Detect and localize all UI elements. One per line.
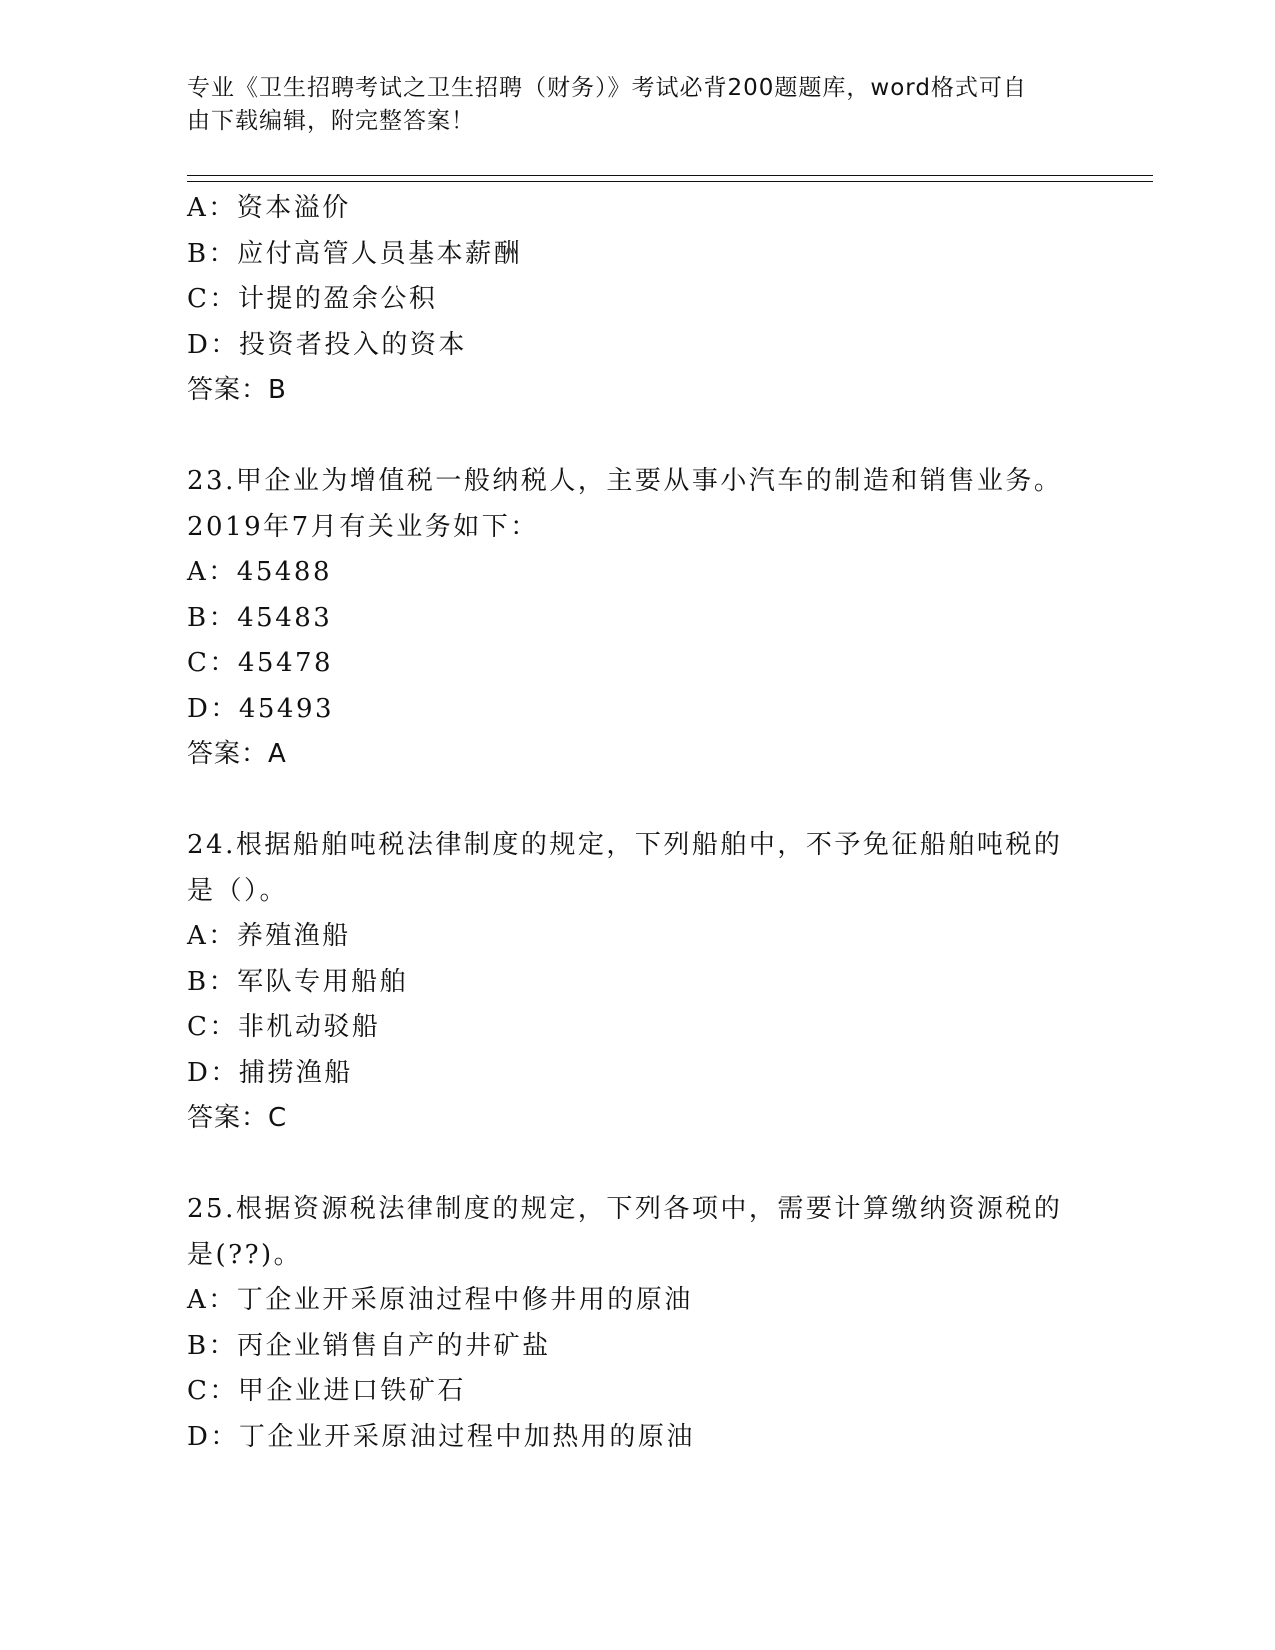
answer: 答案：B: [187, 375, 287, 405]
option-d: D：投资者投入的资本: [187, 329, 467, 360]
header-line-2: 由下载编辑，附完整答案！: [187, 108, 475, 134]
question-text-line: 25.根据资源税法律制度的规定，下列各项中，需要计算缴纳资源税的: [187, 1194, 1063, 1224]
question-text-line: 2019年7月有关业务如下：: [187, 511, 539, 542]
question-text-line: 23.甲企业为增值税一般纳税人，主要从事小汽车的制造和销售业务。: [187, 466, 1063, 496]
option-a: A：丁企业开采原油过程中修井用的原油: [187, 1285, 693, 1315]
question-text-line: 是(??)。: [187, 1239, 303, 1270]
option-a: A：养殖渔船: [187, 921, 351, 951]
question-text-line: 24.根据船舶吨税法律制度的规定，下列船舶中，不予免征船舶吨税的: [187, 830, 1063, 860]
option-b: B：应付高管人员基本薪酬: [187, 238, 523, 269]
question-23: [187, 459, 1087, 778]
option-b: B：丙企业销售自产的井矿盐: [187, 1330, 551, 1361]
option-b: B：军队专用船舶: [187, 966, 409, 997]
option-d: D：捕捞渔船: [187, 1057, 353, 1088]
header-divider-top: [187, 175, 1153, 176]
option-a: A：45488: [187, 557, 332, 587]
question-22-options: [187, 186, 1087, 414]
question-text-line: 是（）。: [187, 875, 289, 906]
option-c: C：非机动驳船: [187, 1012, 381, 1042]
answer: 答案：C: [187, 1103, 288, 1133]
question-25: [187, 1187, 1087, 1460]
document-header: [187, 72, 1067, 138]
option-a: A：资本溢价: [187, 193, 351, 223]
question-list: [187, 186, 1087, 1460]
option-c: C：计提的盈余公积: [187, 284, 438, 314]
option-d: D：45493: [187, 693, 335, 724]
option-c: C：甲企业进口铁矿石: [187, 1376, 466, 1406]
header-divider-bottom: [187, 181, 1153, 182]
header-line-1: 专业《卫生招聘考试之卫生招聘（财务）》考试必背200题题库，word格式可自: [187, 75, 1027, 101]
option-b: B：45483: [187, 602, 333, 633]
option-c: C：45478: [187, 648, 334, 678]
option-d: D：丁企业开采原油过程中加热用的原油: [187, 1421, 695, 1452]
answer: 答案：A: [187, 739, 287, 769]
question-24: [187, 823, 1087, 1142]
